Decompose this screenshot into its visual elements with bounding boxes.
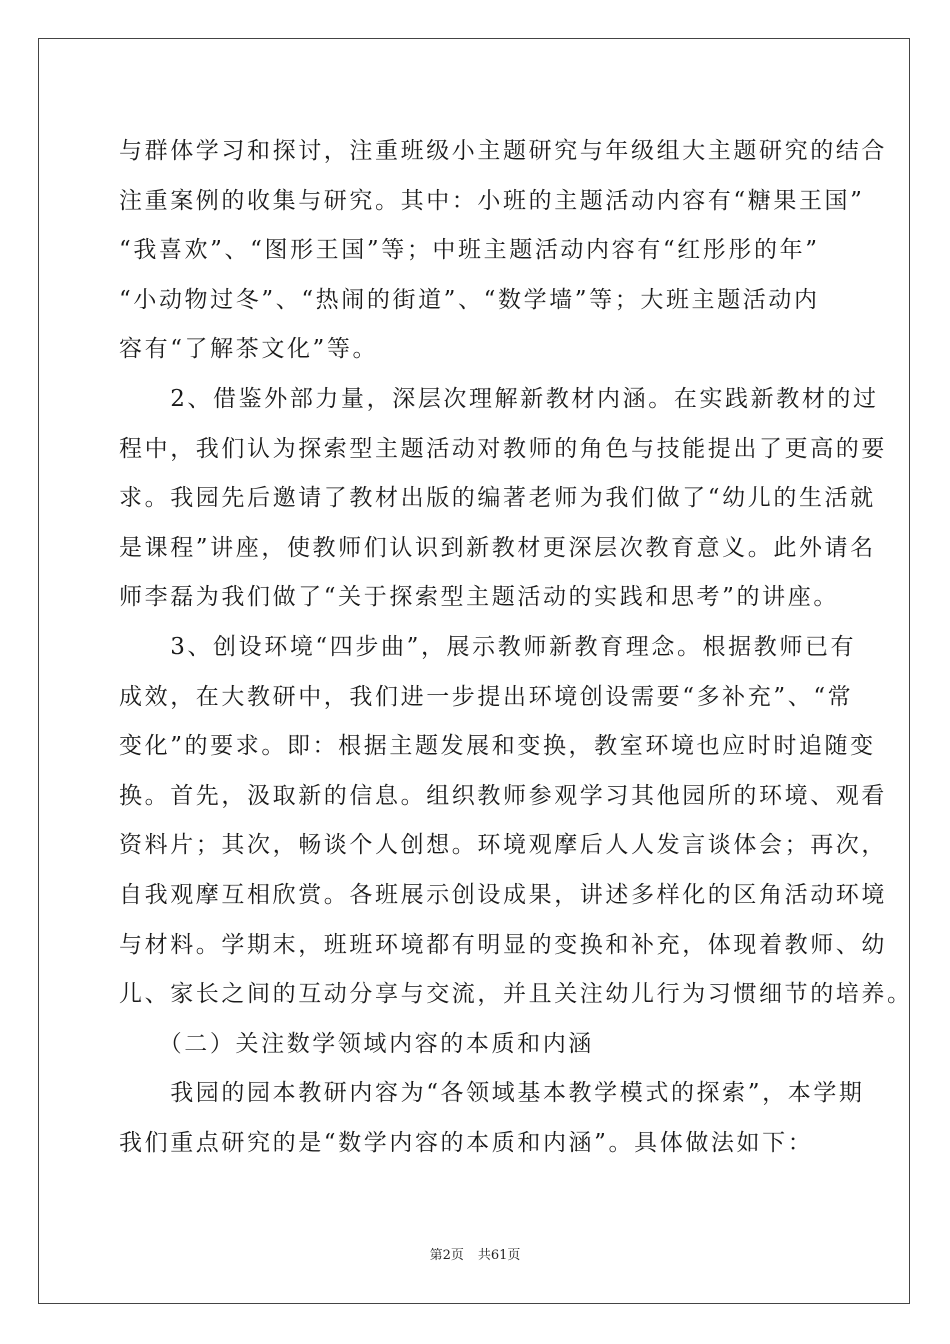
text-line: 我们重点研究的是“数学内容的本质和内涵”。具体做法如下： bbox=[119, 1129, 814, 1156]
text-line: 2、借鉴外部力量，深层次理解新教材内涵。在实践新教材的过 bbox=[119, 385, 879, 412]
text-line: 是课程”讲座，使教师们认识到新教材更深层次教育意义。此外请名 bbox=[119, 534, 876, 561]
text-line: 换。首先，汲取新的信息。组织教师参观学习其他园所的环境、观看 bbox=[119, 782, 887, 809]
text-line: 儿、家长之间的互动分享与交流，并且关注幼儿行为习惯细节的培养。 bbox=[119, 981, 913, 1008]
text-line: 容有“了解茶文化”等。 bbox=[119, 336, 379, 363]
text-line: 自我观摩互相欣赏。各班展示创设成果，讲述多样化的区角活动环境 bbox=[119, 881, 887, 908]
text-line: 程中，我们认为探索型主题活动对教师的角色与技能提出了更高的要 bbox=[119, 435, 887, 462]
document-body bbox=[119, 127, 913, 1168]
text-line: 师李磊为我们做了“关于探索型主题活动的实践和思考”的讲座。 bbox=[119, 584, 839, 611]
text-line: 与群体学习和探讨，注重班级小主题研究与年级组大主题研究的结合 bbox=[119, 138, 887, 164]
text-line: 求。我园先后邀请了教材出版的编著老师为我们做了“幼儿的生活就 bbox=[119, 485, 876, 512]
text-line: 资料片；其次，畅谈个人创想。环境观摩后人人发言谈体会；再次， bbox=[119, 832, 887, 859]
text-line: “我喜欢”、“图形王国”等；中班主题活动内容有“红彤彤的年” bbox=[119, 237, 820, 264]
page-number: 第2页 bbox=[429, 1248, 464, 1263]
text-line: 我园的园本教研内容为“各领域基本教学模式的探索”，本学期 bbox=[119, 1080, 865, 1107]
page-footer bbox=[0, 1244, 950, 1263]
text-line: 注重案例的收集与研究。其中：小班的主题活动内容有“糖果王国” bbox=[119, 187, 865, 214]
text-line: 变化”的要求。即：根据主题发展和变换，教室环境也应时时追随变 bbox=[119, 733, 876, 760]
text-line: “小动物过冬”、“热闹的街道”、“数学墙”等；大班主题活动内 bbox=[119, 286, 820, 313]
text-line: 与材料。学期末，班班环境都有明显的变换和补充，体现着教师、幼 bbox=[119, 931, 887, 958]
section-heading: （二）关注数学领域内容的本质和内涵 bbox=[119, 1030, 594, 1057]
text-line: 成效，在大教研中，我们进一步提出环境创设需要“多补充”、“常 bbox=[119, 683, 854, 710]
text-line: 3、创设环境“四步曲”，展示教师新教育理念。根据教师已有 bbox=[119, 633, 857, 660]
page-total: 共61页 bbox=[477, 1248, 521, 1263]
